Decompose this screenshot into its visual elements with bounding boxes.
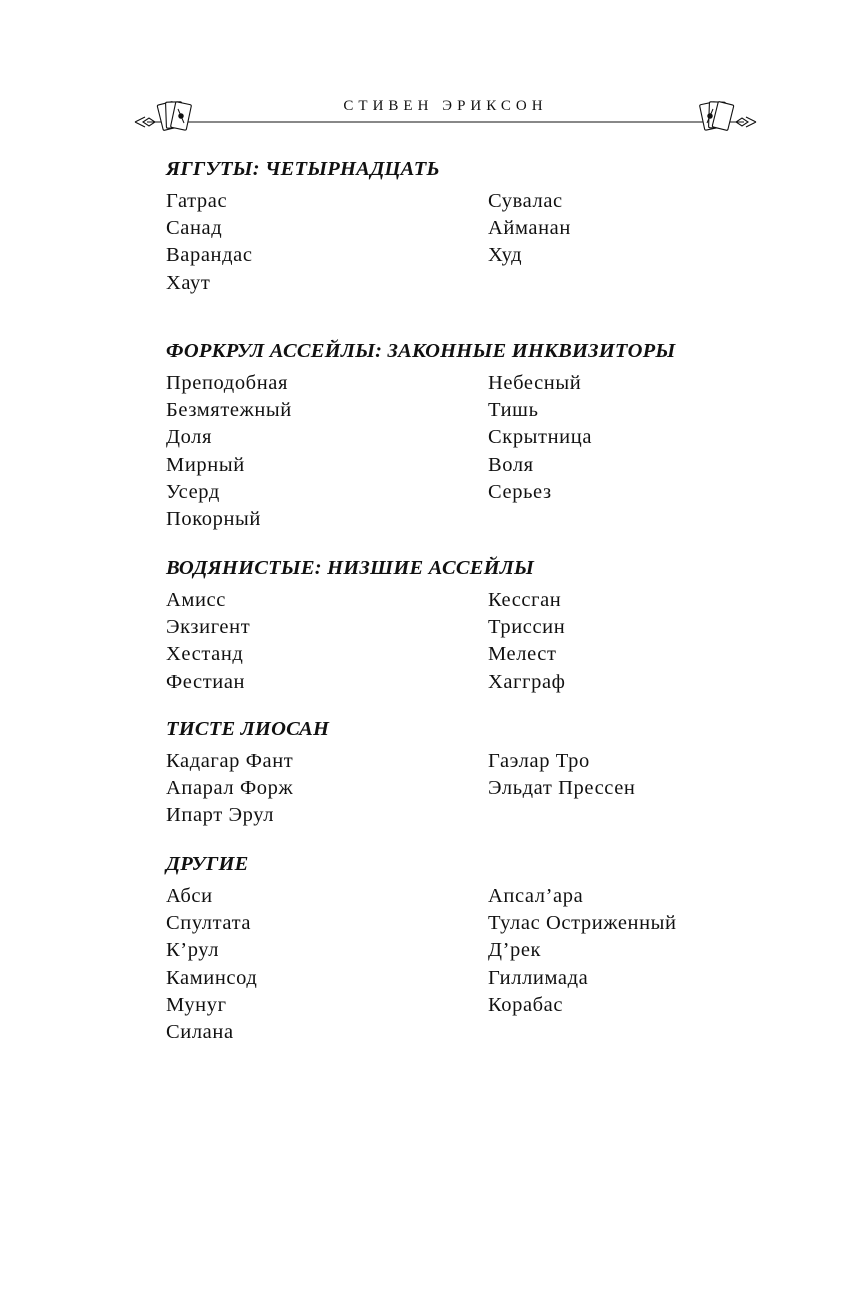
list-item: Апсал’ара bbox=[488, 885, 584, 907]
list-item: Воля bbox=[488, 453, 534, 476]
list-item: Фестиан bbox=[166, 670, 246, 693]
list-item: Гиллимада bbox=[488, 966, 589, 989]
right-column bbox=[488, 188, 571, 297]
list-item: Ипарт Эрул bbox=[166, 804, 275, 827]
list-item: Санад bbox=[166, 217, 223, 240]
section-title: ВОДЯНИСТЫЕ: НИЗШИЕ АССЕЙЛЫ bbox=[166, 557, 535, 579]
name-columns bbox=[166, 748, 636, 830]
left-column bbox=[166, 370, 488, 533]
list-item: Мирный bbox=[166, 453, 245, 476]
list-item: Спултата bbox=[166, 912, 252, 935]
list-item: Мунуг bbox=[166, 993, 227, 1016]
list-item: Хестанд bbox=[166, 643, 244, 666]
list-item: Безмятежный bbox=[166, 399, 292, 422]
list-item: Небесный bbox=[488, 372, 582, 394]
right-column bbox=[488, 587, 566, 696]
list-item: Силана bbox=[166, 1021, 234, 1044]
section-title: ЯГГУТЫ: ЧЕТЫРНАДЦАТЬ bbox=[166, 158, 440, 180]
list-item: Экзигент bbox=[166, 616, 251, 639]
list-item: Хаут bbox=[166, 271, 211, 294]
list-item: Корабас bbox=[488, 993, 564, 1016]
name-columns bbox=[166, 587, 566, 696]
left-column bbox=[166, 883, 488, 1046]
header-title: СТИВЕН ЭРИКСОН bbox=[343, 98, 548, 114]
list-item: Худ bbox=[488, 244, 523, 267]
list-item: Гатрас bbox=[166, 190, 228, 212]
list-item: Айманан bbox=[488, 217, 571, 240]
list-item: Гаэлар Тро bbox=[488, 750, 590, 772]
list-item: Эльдат Прессен bbox=[488, 777, 636, 800]
list-item: Усерд bbox=[166, 480, 220, 503]
list-item: Покорный bbox=[166, 508, 261, 531]
list-item: Абси bbox=[166, 885, 213, 907]
list-item: Кадагар Фант bbox=[166, 750, 294, 772]
list-item: Амисс bbox=[166, 589, 226, 611]
section-tiste-liosan bbox=[166, 716, 636, 830]
list-item: Тишь bbox=[488, 399, 539, 422]
section-watered bbox=[166, 555, 566, 696]
list-item: Триссин bbox=[488, 616, 566, 639]
name-columns bbox=[166, 883, 677, 1046]
left-column bbox=[166, 188, 488, 297]
name-columns bbox=[166, 370, 675, 533]
list-item: Серьез bbox=[488, 480, 552, 503]
list-item: Доля bbox=[166, 426, 213, 449]
list-item: Скрытница bbox=[488, 426, 593, 449]
right-column bbox=[488, 370, 592, 533]
list-item: Преподобная bbox=[166, 372, 288, 394]
section-title: ФОРКРУЛ АССЕЙЛЫ: ЗАКОННЫЕ ИНКВИЗИТОРЫ bbox=[166, 340, 676, 362]
section-title: ДРУГИЕ bbox=[166, 853, 249, 875]
list-item: Мелест bbox=[488, 643, 557, 666]
running-header bbox=[133, 92, 758, 142]
list-item: К’рул bbox=[166, 939, 220, 962]
list-item: Каминсод bbox=[166, 966, 258, 989]
list-item: Д’рек bbox=[488, 939, 542, 962]
name-columns bbox=[166, 188, 571, 297]
section-others bbox=[166, 851, 677, 1046]
section-yagguty bbox=[166, 156, 571, 297]
section-forkrul-assail bbox=[166, 338, 675, 533]
list-item: Варандас bbox=[166, 244, 253, 267]
section-title: ТИСТЕ ЛИОСАН bbox=[166, 718, 330, 740]
list-item: Тулас Остриженный bbox=[488, 912, 677, 935]
list-item: Апарал Форж bbox=[166, 777, 294, 800]
left-column bbox=[166, 587, 488, 696]
right-column bbox=[488, 883, 677, 1046]
list-item: Сувалас bbox=[488, 190, 563, 212]
list-item: Хагграф bbox=[488, 670, 566, 693]
list-item: Кессган bbox=[488, 589, 562, 611]
left-column bbox=[166, 748, 488, 830]
right-column bbox=[488, 748, 636, 830]
